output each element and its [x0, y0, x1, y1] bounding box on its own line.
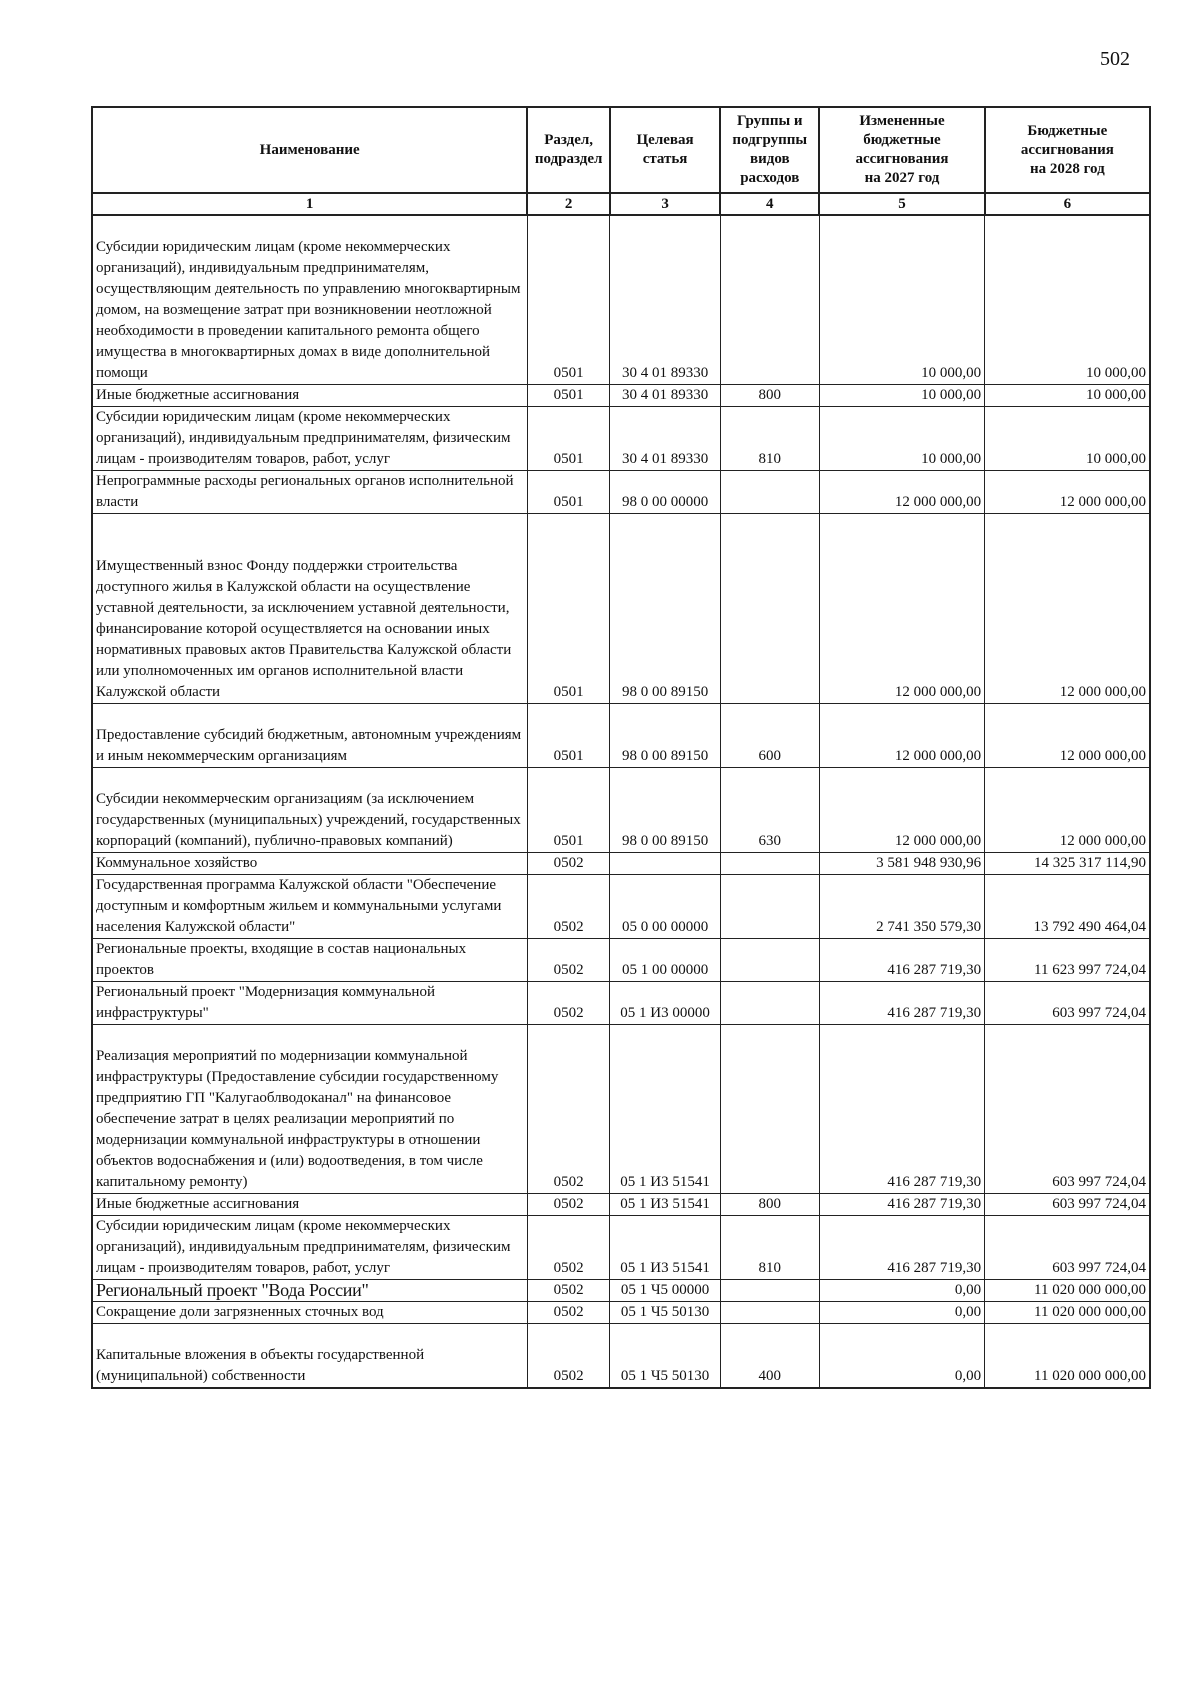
row-section: 0501	[527, 704, 610, 768]
row-group	[720, 514, 819, 704]
table-row	[92, 768, 1150, 853]
row-2028: 10 000,00	[985, 385, 1150, 407]
row-name: Сокращение доли загрязненных сточных вод	[92, 1302, 527, 1324]
row-name: Иные бюджетные ассигнования	[92, 385, 527, 407]
header-name: Наименование	[92, 107, 527, 193]
row-group: 600	[720, 704, 819, 768]
row-target: 05 1 И3 51541	[610, 1025, 720, 1194]
row-section: 0501	[527, 385, 610, 407]
row-2028: 11 623 997 724,04	[985, 939, 1150, 982]
row-group: 400	[720, 1324, 819, 1389]
row-target: 05 1 И3 00000	[610, 982, 720, 1025]
row-2027: 416 287 719,30	[819, 1194, 984, 1216]
row-2028: 603 997 724,04	[985, 982, 1150, 1025]
row-section: 0502	[527, 1025, 610, 1194]
row-target: 05 1 Ч5 00000	[610, 1280, 720, 1302]
row-2027: 0,00	[819, 1302, 984, 1324]
row-2028: 12 000 000,00	[985, 768, 1150, 853]
row-group: 810	[720, 1216, 819, 1280]
row-group	[720, 1025, 819, 1194]
row-group	[720, 939, 819, 982]
table-row	[92, 853, 1150, 875]
row-group	[720, 215, 819, 385]
row-name: Реализация мероприятий по модернизации коммунальной инфраструктуры (Предоставление субсидии государственному предприятию ГП "Калугаоблводоканал" на финансовое обеспечение затрат в целях реализации мероприятий по модернизации коммунальной инфраструктуры в отношении объектов водоснабжения и (или) водоотведения, в том числе капитальному ремонту)	[92, 1025, 527, 1194]
table-row	[92, 1025, 1150, 1194]
row-2028: 12 000 000,00	[985, 471, 1150, 514]
row-target: 05 1 И3 51541	[610, 1194, 720, 1216]
table-row	[92, 407, 1150, 471]
row-2027: 12 000 000,00	[819, 768, 984, 853]
row-target: 30 4 01 89330	[610, 385, 720, 407]
row-group	[720, 471, 819, 514]
row-name: Предоставление субсидий бюджетным, автономным учреждениям и иным некоммерческим организациям	[92, 704, 527, 768]
row-2028: 10 000,00	[985, 215, 1150, 385]
table-row	[92, 1194, 1150, 1216]
row-group	[720, 1302, 819, 1324]
budget-table	[91, 106, 1151, 1389]
row-2027: 0,00	[819, 1324, 984, 1389]
table-row	[92, 704, 1150, 768]
row-2027: 12 000 000,00	[819, 704, 984, 768]
row-section: 0502	[527, 853, 610, 875]
row-2028: 10 000,00	[985, 407, 1150, 471]
header-target: Целевая статья	[610, 107, 720, 193]
column-number: 3	[610, 193, 720, 215]
table-row	[92, 1280, 1150, 1302]
row-2027: 416 287 719,30	[819, 939, 984, 982]
row-2027: 3 581 948 930,96	[819, 853, 984, 875]
row-target: 98 0 00 00000	[610, 471, 720, 514]
row-name: Капитальные вложения в объекты государственной (муниципальной) собственности	[92, 1324, 527, 1389]
row-group	[720, 875, 819, 939]
header-section: Раздел, подраздел	[527, 107, 610, 193]
row-section: 0502	[527, 875, 610, 939]
row-section: 0502	[527, 982, 610, 1025]
row-name: Государственная программа Калужской области "Обеспечение доступным и комфортным жильем и коммунальными услугами населения Калужской области"	[92, 875, 527, 939]
row-2028: 14 325 317 114,90	[985, 853, 1150, 875]
table-row	[92, 471, 1150, 514]
table-row	[92, 1216, 1150, 1280]
row-name: Субсидии юридическим лицам (кроме некоммерческих организаций), индивидуальным предпринимателям, физическим лицам - производителям товаров, работ, услуг	[92, 407, 527, 471]
column-number: 4	[720, 193, 819, 215]
row-2028: 12 000 000,00	[985, 704, 1150, 768]
header-2027: Измененные бюджетные ассигнования на 2027 год	[819, 107, 984, 193]
row-2027: 10 000,00	[819, 385, 984, 407]
row-group	[720, 982, 819, 1025]
row-2028: 603 997 724,04	[985, 1194, 1150, 1216]
row-section: 0502	[527, 1280, 610, 1302]
table-row	[92, 215, 1150, 385]
row-target: 05 0 00 00000	[610, 875, 720, 939]
table-row	[92, 875, 1150, 939]
row-2027: 0,00	[819, 1280, 984, 1302]
row-target: 05 1 И3 51541	[610, 1216, 720, 1280]
row-2028: 11 020 000 000,00	[985, 1280, 1150, 1302]
row-name: Субсидии юридическим лицам (кроме некоммерческих организаций), индивидуальным предпринимателям, осуществляющим деятельность по управлению многоквартирным домом, на возмещение затрат при возникновении неотложной необходимости в проведении капитального ремонта общего имущества в многоквартирных домах в виде дополнительной помощи	[92, 215, 527, 385]
row-name: Коммунальное хозяйство	[92, 853, 527, 875]
row-section: 0501	[527, 768, 610, 853]
row-target: 05 1 Ч5 50130	[610, 1324, 720, 1389]
column-number: 1	[92, 193, 527, 215]
row-2027: 416 287 719,30	[819, 982, 984, 1025]
row-group: 800	[720, 385, 819, 407]
row-2028: 13 792 490 464,04	[985, 875, 1150, 939]
row-target: 30 4 01 89330	[610, 215, 720, 385]
row-target: 98 0 00 89150	[610, 704, 720, 768]
table-row	[92, 982, 1150, 1025]
row-target: 30 4 01 89330	[610, 407, 720, 471]
row-group: 630	[720, 768, 819, 853]
row-2027: 416 287 719,30	[819, 1025, 984, 1194]
row-2027: 10 000,00	[819, 407, 984, 471]
row-section: 0502	[527, 1324, 610, 1389]
row-2028: 603 997 724,04	[985, 1216, 1150, 1280]
row-name: Непрограммные расходы региональных органов исполнительной власти	[92, 471, 527, 514]
row-2028: 12 000 000,00	[985, 514, 1150, 704]
row-name: Иные бюджетные ассигнования	[92, 1194, 527, 1216]
table-row	[92, 514, 1150, 704]
header-groups: Группы и подгруппы видов расходов	[720, 107, 819, 193]
row-2028: 11 020 000 000,00	[985, 1302, 1150, 1324]
row-target: 98 0 00 89150	[610, 768, 720, 853]
row-2027: 12 000 000,00	[819, 471, 984, 514]
row-group: 800	[720, 1194, 819, 1216]
row-target: 98 0 00 89150	[610, 514, 720, 704]
row-2027: 2 741 350 579,30	[819, 875, 984, 939]
row-target	[610, 853, 720, 875]
page-number: 502	[1100, 48, 1130, 70]
column-number: 6	[985, 193, 1150, 215]
header-2028: Бюджетные ассигнования на 2028 год	[985, 107, 1150, 193]
row-name: Региональный проект "Вода России"	[92, 1280, 527, 1302]
row-group	[720, 853, 819, 875]
row-section: 0502	[527, 1216, 610, 1280]
row-section: 0501	[527, 407, 610, 471]
row-target: 05 1 Ч5 50130	[610, 1302, 720, 1324]
table-row	[92, 939, 1150, 982]
row-2028: 11 020 000 000,00	[985, 1324, 1150, 1389]
row-2027: 12 000 000,00	[819, 514, 984, 704]
row-name: Региональные проекты, входящие в состав национальных проектов	[92, 939, 527, 982]
row-2028: 603 997 724,04	[985, 1025, 1150, 1194]
row-section: 0501	[527, 471, 610, 514]
row-2027: 416 287 719,30	[819, 1216, 984, 1280]
row-name: Субсидии некоммерческим организациям (за исключением государственных (муниципальных) учреждений, государственных корпораций (компаний), публично-правовых компаний)	[92, 768, 527, 853]
row-name: Имущественный взнос Фонду поддержки строительства доступного жилья в Калужской области на осуществление уставной деятельности, за исключением уставной деятельности, финансирование которой осуществляется на основании иных нормативных правовых актов Правительства Калужской области или уполномоченных им органов исполнительной власти Калужской области	[92, 514, 527, 704]
table-row	[92, 1302, 1150, 1324]
row-target: 05 1 00 00000	[610, 939, 720, 982]
row-group: 810	[720, 407, 819, 471]
table-row	[92, 385, 1150, 407]
column-number: 5	[819, 193, 984, 215]
table-row	[92, 1324, 1150, 1389]
column-number: 2	[527, 193, 610, 215]
row-section: 0502	[527, 1302, 610, 1324]
row-name: Субсидии юридическим лицам (кроме некоммерческих организаций), индивидуальным предпринимателям, физическим лицам - производителям товаров, работ, услуг	[92, 1216, 527, 1280]
row-section: 0501	[527, 514, 610, 704]
row-2027: 10 000,00	[819, 215, 984, 385]
row-section: 0502	[527, 1194, 610, 1216]
row-group	[720, 1280, 819, 1302]
row-name: Региональный проект "Модернизация коммунальной инфраструктуры"	[92, 982, 527, 1025]
row-section: 0501	[527, 215, 610, 385]
row-section: 0502	[527, 939, 610, 982]
